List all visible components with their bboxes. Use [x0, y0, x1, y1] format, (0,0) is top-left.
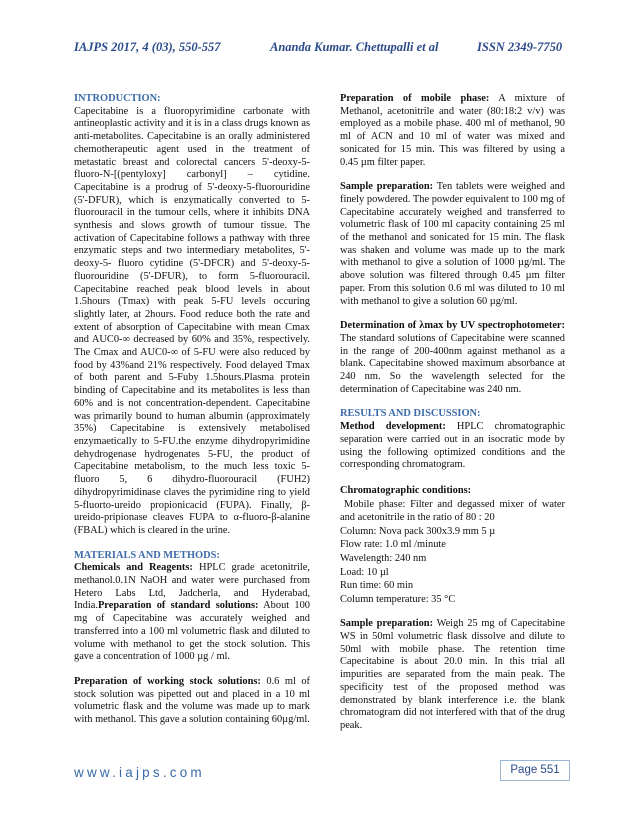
working-stock-paragraph: [74, 676, 310, 727]
condition-wavelength: Wavelength: 240 nm: [340, 552, 427, 564]
working-stock-label: Preparation of working stock solutions:: [74, 675, 261, 687]
chemicals-label: Chemicals and Reagents:: [74, 562, 193, 574]
mobile-phase-paragraph: [340, 93, 565, 169]
chemicals-paragraph: [74, 562, 310, 664]
condition-column: Column: Nova pack 300x3.9 mm 5 µ: [340, 525, 496, 537]
condition-flow-rate: Flow rate: 1.0 ml /minute: [340, 539, 446, 551]
sample-preparation-2-label: Sample preparation:: [340, 618, 434, 630]
footer-website: www.iajps.com: [74, 765, 205, 780]
issn-number: ISSN 2349-7750: [477, 40, 563, 54]
left-column: [74, 93, 310, 739]
chemicals-text: HPLC grade acetonitrile, methanol.0.1N NaOH and water were purchased from Hetero Labs Ltd, Jadcherla, and Hyderabad, India.: [74, 562, 310, 612]
lambda-max-paragraph: [340, 320, 565, 396]
sample-preparation-text: Ten tablets were weighed and finely powdered. The powder equivalent to 100 mg of Capecitabine accurately weighed and transferred to volumetric flask of 100 ml capacity containing 25 ml of the methanol and sonicated for 15 min. The flask was shaken and volume was made up to the mark with methanol to give a solution of 1000 µg/ml. The above solution was filtered through 0.45 µm filter paper. From this solution 0.6 ml was diluted to 10 ml with methanol to give a solution 60 µg/ml.: [340, 181, 565, 307]
method-development-paragraph: [340, 421, 565, 472]
method-development-label: Method development:: [340, 421, 446, 433]
introduction-paragraph: Capecitabine is a fluoropyrimidine carbonate with antineoplastic activity and it is in a class drugs known as anti-metabolites. Capecitabine is an orally administered chemotherapeutic agent used in the treatment of metastatic breast and colorectal cancers 5'-deoxy-5-fluoro-N-[(pentyloxy] carbonyl] – cytidine. Capecitabine is a prodrug of 5'-deoxy-5-fluorouridine (5'-DFUR), which is enzymatically converted to 5-fluorouracil in the tumour cells, where it inhibits DNA synthesis and slows growth of tumour tissue. The activation of Capecitabine follows a pathway with three enzymatic steps and two intermediary metabolites, 5'-deoxy-5- fluoro cytidine (5'-DFCR) and 5'-deoxy-5-fluorouridine (5'-DFUR), to form 5-fluorouracil. Capecitabine reached peak blood levels in about 1.5hours (Tmax) with peak 5-FU levels occuring slightly later, at 2hours. Food reduce both the rate and extent of absorption of Capecitabine with mean Cmax and AUC0-∞ decreased by 60% and 35%, respectively. The Cmax and AUC0-∞ of 5-FU were also reduced by food by 43%and 21% respectively. Food delayed Tmax of both parent and 5-Fuby 1.5hours.Plasma protein binding of Capecitabine and its metabolites is less than 60% and is not concentration-dependent. Capecitabine was primarily bound to human albumin (approximately 35%) Capecitabine is extensively metabolised enzymaetically to 5-FU.the enzyme dihydropyrimidine dehydrogenase hydrogenates 5-FU, the product of Capecitabine metabolism, to the much less toxic 5-fluoro 5, 6 dihydro-fluorouracil (FUH2) dihydropyrimidinase claves the pyrimidine ring to yield 5-fluorto-ureido propionicacid (FUPA). Finally, β-ureido-pripionase cleaves FUPA to α-fluoro-β-alanine (FBAL) which is cleared in the urine.: [74, 105, 310, 536]
mobile-phase-label: Preparation of mobile phase:: [340, 93, 490, 104]
sample-preparation-2-paragraph: [340, 618, 565, 732]
condition-mobile-phase: Mobile phase: Filter and degassed mixer of water and acetonitrile in the ratio of 80 : 20: [340, 498, 565, 524]
condition-load: Load: 10 µl: [340, 566, 389, 578]
condition-column-temperature: Column temperature: 35 °C: [340, 593, 456, 605]
sample-preparation-2-text: Weigh 25 mg of Capecitabine WS in 50ml volumetric flask dissolve and dilute to 50ml with mobile phase. The retention time Capecitabine is about 20.0 min. In this trial all impurities are separated from the main peak. The specificity test of the proposed method was demonstrated by blank interference i.e. the blank chromatogram did not interfered with that of the drug peak.: [340, 618, 565, 731]
conditions-label: Chromatographic conditions:: [340, 484, 472, 496]
sample-preparation-paragraph: [340, 181, 565, 308]
materials-methods-heading: MATERIALS AND METHODS:: [74, 549, 220, 561]
author-line: Ananda Kumar. Chettupalli et al: [270, 40, 439, 54]
journal-citation: IAJPS 2017, 4 (03), 550-557: [74, 40, 221, 54]
lambda-max-label: Determination of λmax by UV spectrophotometer:: [340, 320, 565, 332]
standard-solutions-label: Preparation of standard solutions:: [97, 600, 259, 612]
results-discussion-heading: RESULTS AND DISCUSSION:: [340, 408, 481, 420]
chromatographic-conditions: [340, 484, 565, 606]
sample-preparation-label: Sample preparation:: [340, 181, 434, 193]
page-number-box: Page 551: [500, 760, 570, 781]
working-stock-text: 0.6 ml of stock solution was pipetted out and placed in a 10 ml volumetric flask and the volume was made up to mark with methanol. This gave a solution containing 60µg/ml.: [74, 675, 310, 726]
condition-run-time: Run time: 60 min: [340, 580, 414, 592]
introduction-heading: INTRODUCTION:: [74, 93, 161, 104]
mobile-phase-text: A mixture of Methanol, acetonitrile and water (80:18:2 v/v) was employed as a mobile phase. 400 ml of methanol, 90 ml of ACN and 10 ml of water was mixed and sonicated for 15 min. This was filtered by using a 0.45 µm filter paper.: [340, 93, 565, 168]
method-development-text: HPLC chromatographic separation were carried out in an isocratic mode by using the following optimized conditions and the corresponding chromatogram.: [340, 421, 565, 471]
right-column: [340, 93, 565, 745]
standard-solutions-text: About 100 mg of Capecitabine was accurately weighed and transferred into a 100 ml volumetric flask and diluted to volume with methanol to get the stock solution. This gave a concentration of 1000 µg / ml.: [74, 600, 310, 663]
lambda-max-text: The standard solutions of Capecitabine were scanned in the range of 200-400nm against methanol as a blank. Capecitabine showed maximum absorbance at 240 nm. So the wavelength selected for the determination of Capecitabine was 240 nm.: [340, 332, 565, 395]
